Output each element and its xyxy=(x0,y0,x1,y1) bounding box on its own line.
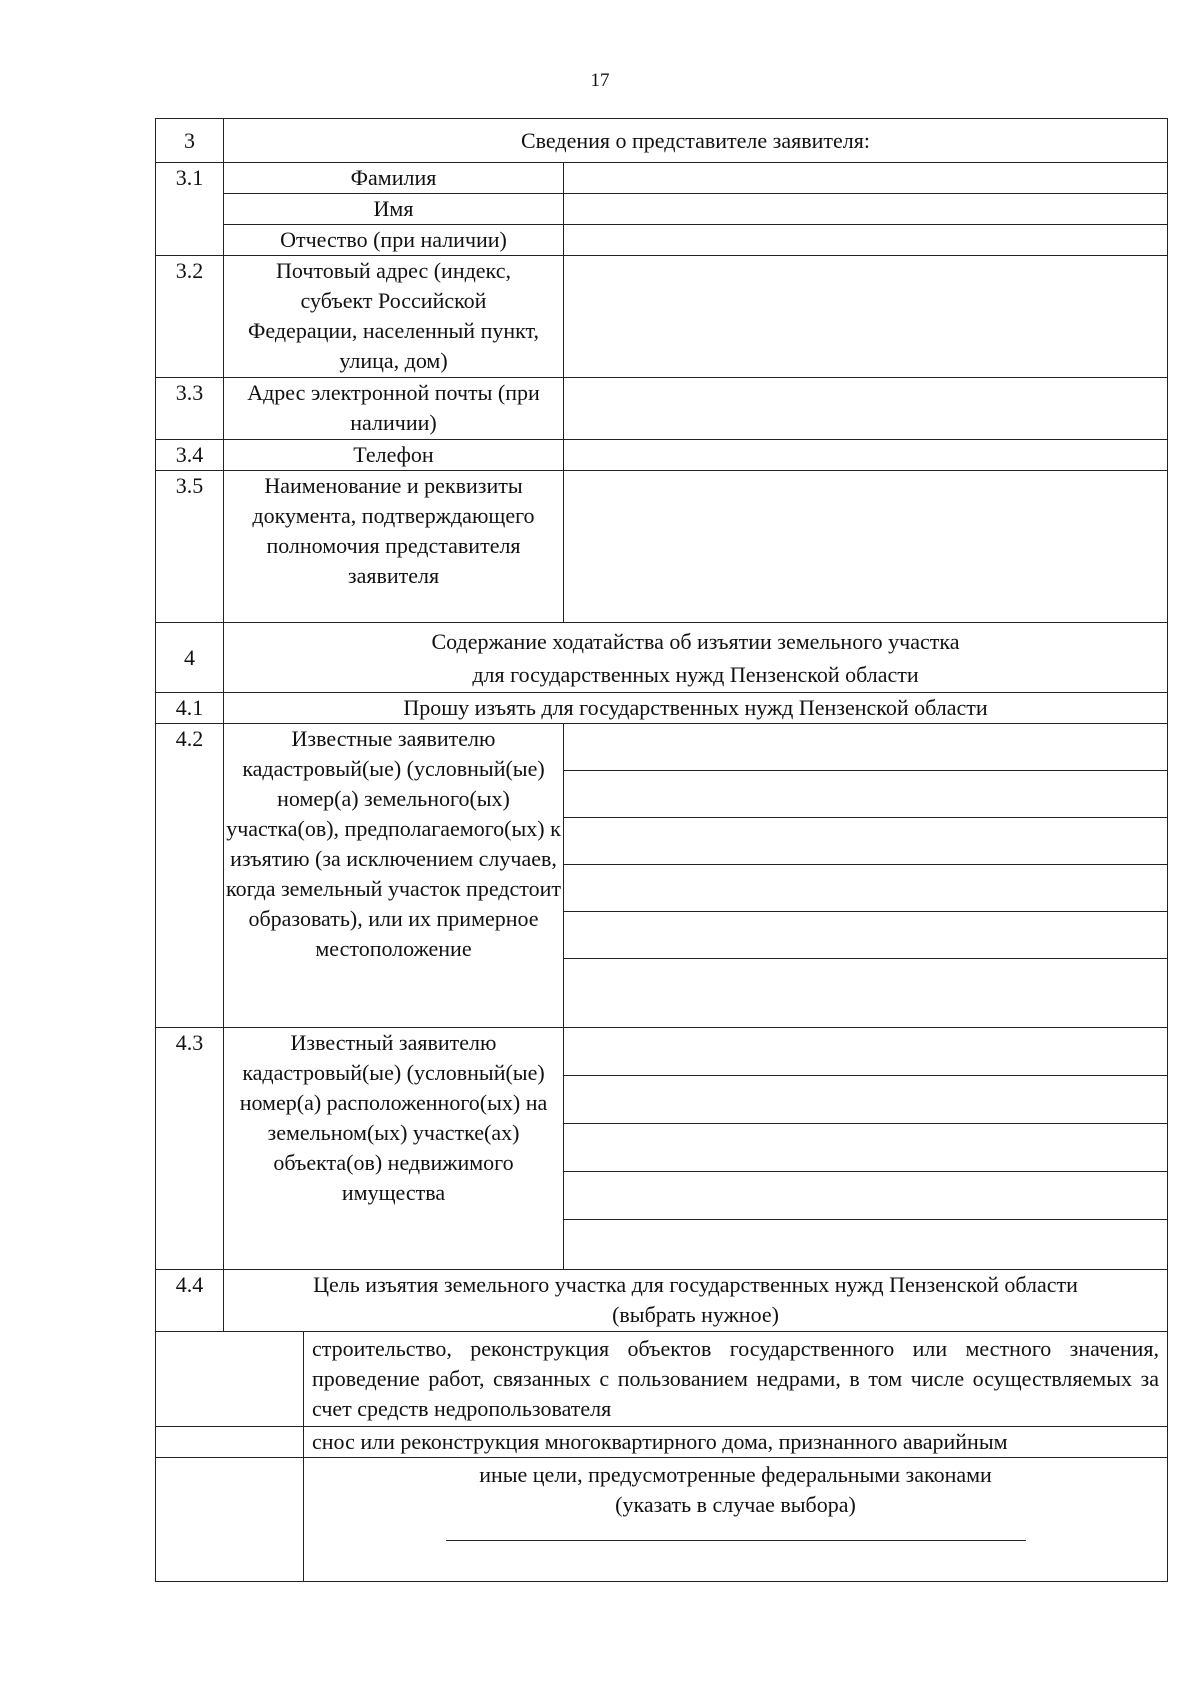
postal-address-label: Почтовый адрес (индекс, субъект Российской Федерации, населенный пункт, улица, дом) xyxy=(224,256,564,378)
cadastral-object-field-5[interactable] xyxy=(564,1220,1167,1268)
cadastral-land-fields xyxy=(564,724,1168,1028)
purpose-option-demolition-checkbox[interactable] xyxy=(156,1427,304,1458)
row-4-2-number: 4.2 xyxy=(156,724,224,1028)
cadastral-land-label: Известные заявителю кадастровый(ые) (условный(ые) номер(а) земельного(ых) участка(ов), предполагаемого(ых) к изъятию (за исключением случаев, когда земельный участок предстоит образовать), или их примерное местоположение xyxy=(224,724,564,1028)
cadastral-object-field-1[interactable] xyxy=(564,1028,1167,1076)
section-4-title xyxy=(224,623,1168,693)
row-3-2 xyxy=(156,256,1168,378)
row-3-4-number: 3.4 xyxy=(156,440,224,471)
cadastral-land-field-2[interactable] xyxy=(564,771,1167,818)
row-3-3-number: 3.3 xyxy=(156,378,224,440)
name-label: Имя xyxy=(224,194,564,225)
patronymic-label: Отчество (при наличии) xyxy=(224,225,564,256)
purpose-option-other-text xyxy=(304,1458,1168,1582)
purpose-option-other-line-2: (указать в случае выбора) xyxy=(615,1492,856,1517)
row-4-1-number: 4.1 xyxy=(156,693,224,724)
row-4-3 xyxy=(156,1028,1168,1270)
row-4-1-label: Прошу изъять для государственных нужд Пензенской области xyxy=(224,693,1168,724)
section-3-title: Сведения о представителе заявителя: xyxy=(224,119,1168,163)
section-3-number: 3 xyxy=(156,119,224,163)
row-3-1-number: 3.1 xyxy=(156,163,224,256)
section-4-title-line-2: для государственных нужд Пензенской области xyxy=(472,661,919,687)
cadastral-land-field-3[interactable] xyxy=(564,818,1167,865)
name-field[interactable] xyxy=(564,194,1168,225)
purpose-option-other-row xyxy=(156,1458,1168,1582)
authority-document-label: Наименование и реквизиты документа, подтверждающего полномочия представителя заявителя xyxy=(224,471,564,623)
surname-label: Фамилия xyxy=(224,163,564,194)
cadastral-land-field-4[interactable] xyxy=(564,865,1167,912)
patronymic-field[interactable] xyxy=(564,225,1168,256)
cadastral-object-field-4[interactable] xyxy=(564,1172,1167,1220)
email-label: Адрес электронной почты (при наличии) xyxy=(224,378,564,440)
purpose-option-other-line-1: иные цели, предусмотренные федеральными законами xyxy=(479,1462,992,1487)
cadastral-object-label: Известный заявителю кадастровый(ые) (условный(ые) номер(а) расположенного(ых) на земельном(ых) участке(ах) объекта(ов) недвижимого имущества xyxy=(224,1028,564,1270)
row-3-5 xyxy=(156,471,1168,623)
purpose-option-construction-text: строительство, реконструкция объектов государственного или местного значения, проведение работ, связанных с пользованием недрами, в том числе осуществляемых за счет средств недропользователя xyxy=(304,1332,1168,1427)
row-4-4-label xyxy=(224,1270,1168,1332)
purpose-option-construction-row xyxy=(156,1332,1168,1427)
row-4-4 xyxy=(156,1270,1168,1332)
section-3-header-row xyxy=(156,119,1168,163)
postal-address-field[interactable] xyxy=(564,256,1168,378)
row-4-3-number: 4.3 xyxy=(156,1028,224,1270)
authority-document-field[interactable] xyxy=(564,471,1168,623)
row-3-5-number: 3.5 xyxy=(156,471,224,623)
email-field[interactable] xyxy=(564,378,1168,440)
surname-field[interactable] xyxy=(564,163,1168,194)
application-form-table xyxy=(155,118,1168,1582)
row-3-1-patronymic xyxy=(156,225,1168,256)
row-4-2 xyxy=(156,724,1168,1028)
row-3-1-surname xyxy=(156,163,1168,194)
cadastral-land-field-1[interactable] xyxy=(564,724,1167,771)
purpose-option-other-checkbox[interactable] xyxy=(156,1458,304,1582)
section-4-header-row xyxy=(156,623,1168,693)
cadastral-land-field-6[interactable] xyxy=(564,959,1167,1006)
page-number: 17 xyxy=(590,70,610,91)
purpose-option-demolition-text: снос или реконструкция многоквартирного дома, признанного аварийным xyxy=(304,1427,1168,1458)
row-3-4 xyxy=(156,440,1168,471)
purpose-option-other-input-line[interactable] xyxy=(446,1538,1026,1541)
row-3-1-name xyxy=(156,194,1168,225)
row-3-3 xyxy=(156,378,1168,440)
cadastral-object-fields xyxy=(564,1028,1168,1270)
cadastral-land-field-5[interactable] xyxy=(564,912,1167,959)
section-4-title-line-1: Содержание ходатайства об изъятии земельного участка xyxy=(431,628,960,654)
section-4-number: 4 xyxy=(156,623,224,693)
row-3-2-number: 3.2 xyxy=(156,256,224,378)
row-4-1 xyxy=(156,693,1168,724)
cadastral-object-field-3[interactable] xyxy=(564,1124,1167,1172)
purpose-option-demolition-row xyxy=(156,1427,1168,1458)
row-4-4-number: 4.4 xyxy=(156,1270,224,1332)
purpose-title-line-2: (выбрать нужное) xyxy=(612,1302,779,1327)
purpose-option-construction-checkbox[interactable] xyxy=(156,1332,304,1427)
phone-field[interactable] xyxy=(564,440,1168,471)
cadastral-object-field-2[interactable] xyxy=(564,1076,1167,1124)
purpose-title-line-1: Цель изъятия земельного участка для государственных нужд Пензенской области xyxy=(313,1272,1078,1297)
phone-label: Телефон xyxy=(224,440,564,471)
